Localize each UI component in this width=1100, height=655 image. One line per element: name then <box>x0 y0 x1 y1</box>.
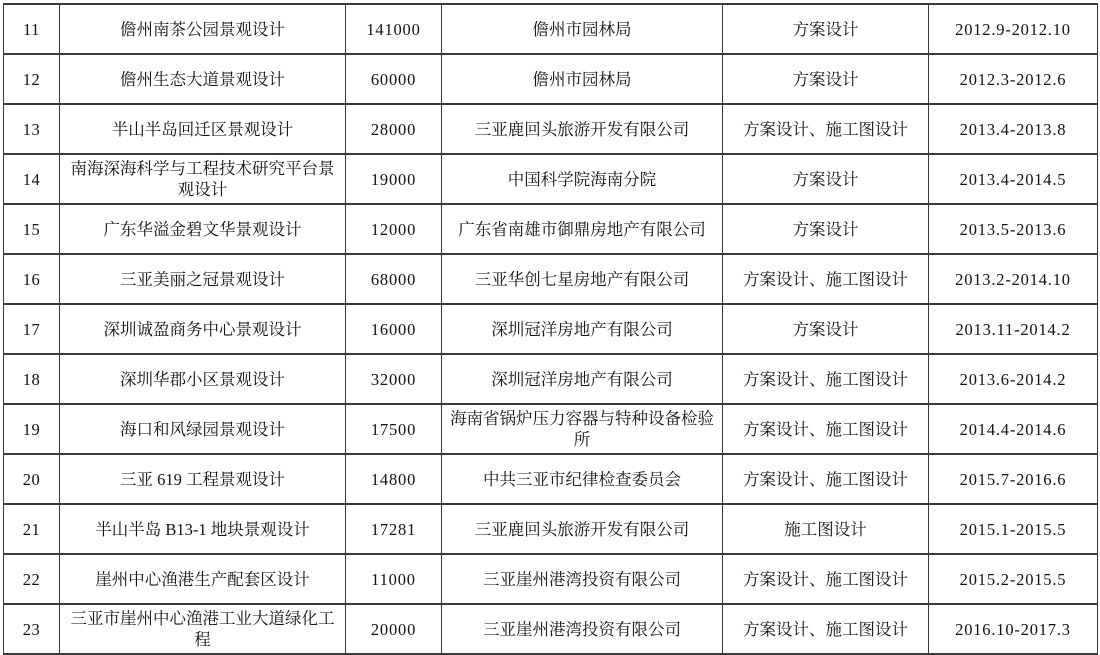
client-cell: 三亚崖州港湾投资有限公司 <box>442 554 723 604</box>
row-index-cell: 20 <box>4 454 60 504</box>
row-index-cell: 14 <box>4 154 60 204</box>
project-name-cell: 半山半岛 B13-1 地块景观设计 <box>60 504 346 554</box>
design-scope-cell: 方案设计 <box>723 204 929 254</box>
table-row <box>4 4 1098 54</box>
client-cell: 三亚华创七星房地产有限公司 <box>442 254 723 304</box>
project-name-cell: 海口和风绿园景观设计 <box>60 404 346 454</box>
row-index-cell: 21 <box>4 504 60 554</box>
area-cell: 32000 <box>346 354 442 404</box>
area-cell: 19000 <box>346 154 442 204</box>
period-cell: 2013.4-2014.5 <box>929 154 1098 204</box>
design-scope-cell: 方案设计 <box>723 304 929 354</box>
row-index-cell: 22 <box>4 554 60 604</box>
client-cell: 中国科学院海南分院 <box>442 154 723 204</box>
client-cell: 三亚崖州港湾投资有限公司 <box>442 604 723 654</box>
area-cell: 68000 <box>346 254 442 304</box>
row-index-cell: 23 <box>4 604 60 654</box>
project-name-cell: 三亚市崖州中心渔港工业大道绿化工程 <box>60 604 346 654</box>
table-row <box>4 204 1098 254</box>
table-row <box>4 404 1098 454</box>
project-name-cell: 儋州生态大道景观设计 <box>60 54 346 104</box>
row-index-cell: 17 <box>4 304 60 354</box>
design-scope-cell: 方案设计、施工图设计 <box>723 104 929 154</box>
period-cell: 2016.10-2017.3 <box>929 604 1098 654</box>
period-cell: 2014.4-2014.6 <box>929 404 1098 454</box>
project-name-cell: 三亚 619 工程景观设计 <box>60 454 346 504</box>
row-index-cell: 15 <box>4 204 60 254</box>
client-cell: 中共三亚市纪律检查委员会 <box>442 454 723 504</box>
project-name-cell: 崖州中心渔港生产配套区设计 <box>60 554 346 604</box>
client-cell: 广东省南雄市御鼎房地产有限公司 <box>442 204 723 254</box>
design-scope-cell: 施工图设计 <box>723 504 929 554</box>
design-scope-cell: 方案设计 <box>723 54 929 104</box>
period-cell: 2013.2-2014.10 <box>929 254 1098 304</box>
table-row <box>4 54 1098 104</box>
period-cell: 2012.9-2012.10 <box>929 4 1098 54</box>
client-cell: 儋州市园林局 <box>442 54 723 104</box>
row-index-cell: 16 <box>4 254 60 304</box>
period-cell: 2015.2-2015.5 <box>929 554 1098 604</box>
area-cell: 16000 <box>346 304 442 354</box>
row-index-cell: 18 <box>4 354 60 404</box>
design-scope-cell: 方案设计 <box>723 4 929 54</box>
client-cell: 深圳冠洋房地产有限公司 <box>442 354 723 404</box>
period-cell: 2013.4-2013.8 <box>929 104 1098 154</box>
row-index-cell: 11 <box>4 4 60 54</box>
table-row <box>4 454 1098 504</box>
project-name-cell: 儋州南茶公园景观设计 <box>60 4 346 54</box>
area-cell: 11000 <box>346 554 442 604</box>
period-cell: 2013.5-2013.6 <box>929 204 1098 254</box>
area-cell: 17281 <box>346 504 442 554</box>
table-row <box>4 304 1098 354</box>
table-row <box>4 104 1098 154</box>
table-row <box>4 604 1098 654</box>
design-scope-cell: 方案设计、施工图设计 <box>723 604 929 654</box>
projects-table <box>3 3 1098 655</box>
project-name-cell: 南海深海科学与工程技术研究平台景观设计 <box>60 154 346 204</box>
project-name-cell: 深圳诚盈商务中心景观设计 <box>60 304 346 354</box>
row-index-cell: 13 <box>4 104 60 154</box>
project-name-cell: 三亚美丽之冠景观设计 <box>60 254 346 304</box>
area-cell: 60000 <box>346 54 442 104</box>
period-cell: 2013.11-2014.2 <box>929 304 1098 354</box>
design-scope-cell: 方案设计、施工图设计 <box>723 404 929 454</box>
design-scope-cell: 方案设计、施工图设计 <box>723 254 929 304</box>
period-cell: 2013.6-2014.2 <box>929 354 1098 404</box>
table-row <box>4 254 1098 304</box>
row-index-cell: 12 <box>4 54 60 104</box>
area-cell: 141000 <box>346 4 442 54</box>
design-scope-cell: 方案设计 <box>723 154 929 204</box>
design-scope-cell: 方案设计、施工图设计 <box>723 554 929 604</box>
area-cell: 20000 <box>346 604 442 654</box>
table-row <box>4 354 1098 404</box>
project-name-cell: 半山半岛回迁区景观设计 <box>60 104 346 154</box>
table-row <box>4 504 1098 554</box>
client-cell: 三亚鹿回头旅游开发有限公司 <box>442 104 723 154</box>
table-body <box>4 4 1098 654</box>
table-row <box>4 554 1098 604</box>
project-name-cell: 广东华溢金碧文华景观设计 <box>60 204 346 254</box>
area-cell: 17500 <box>346 404 442 454</box>
project-name-cell: 深圳华郡小区景观设计 <box>60 354 346 404</box>
period-cell: 2015.1-2015.5 <box>929 504 1098 554</box>
design-scope-cell: 方案设计、施工图设计 <box>723 354 929 404</box>
client-cell: 深圳冠洋房地产有限公司 <box>442 304 723 354</box>
area-cell: 14800 <box>346 454 442 504</box>
client-cell: 海南省锅炉压力容器与特种设备检验所 <box>442 404 723 454</box>
client-cell: 三亚鹿回头旅游开发有限公司 <box>442 504 723 554</box>
table-row <box>4 154 1098 204</box>
period-cell: 2015.7-2016.6 <box>929 454 1098 504</box>
area-cell: 12000 <box>346 204 442 254</box>
client-cell: 儋州市园林局 <box>442 4 723 54</box>
row-index-cell: 19 <box>4 404 60 454</box>
design-scope-cell: 方案设计、施工图设计 <box>723 454 929 504</box>
projects-table-container <box>3 3 1097 655</box>
area-cell: 28000 <box>346 104 442 154</box>
period-cell: 2012.3-2012.6 <box>929 54 1098 104</box>
